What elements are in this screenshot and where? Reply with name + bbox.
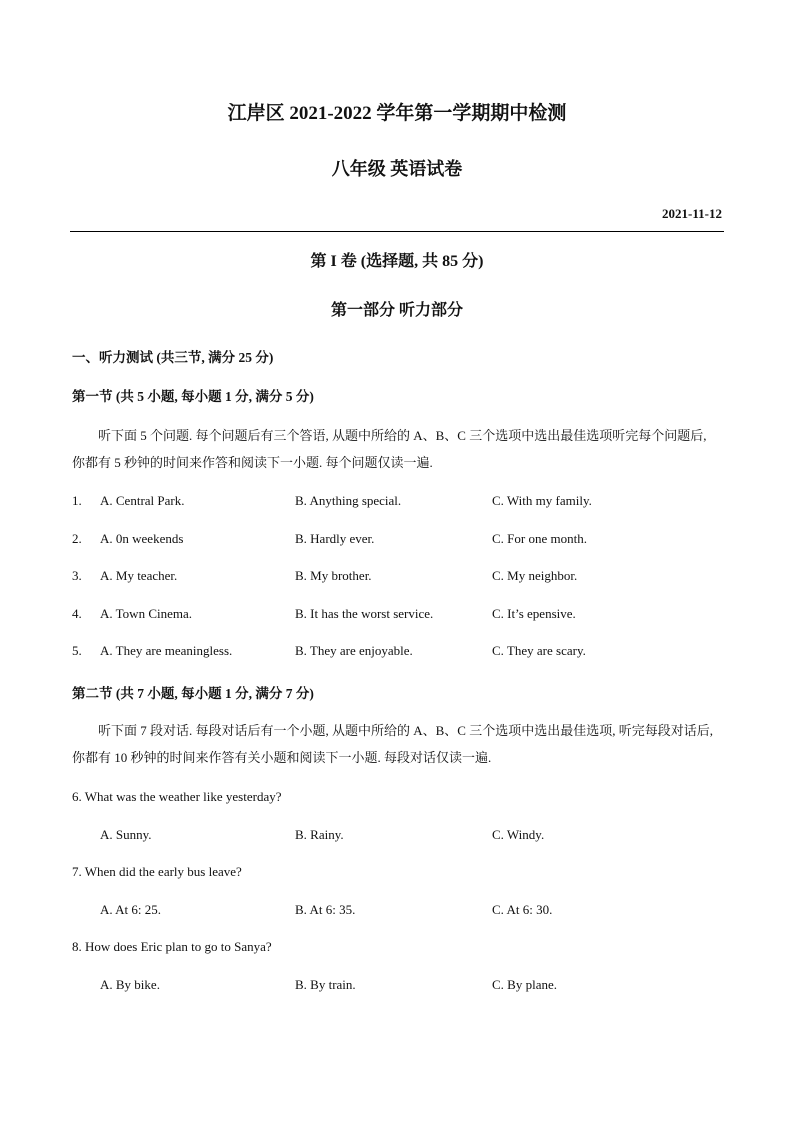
option-c: C. By plane.	[492, 977, 557, 992]
option-c: C. It’s epensive.	[492, 606, 576, 621]
option-c: C. Windy.	[492, 827, 545, 842]
section1-instructions: 听下面 5 个问题. 每个问题后有三个答语, 从题中所给的 A、B、C 三个选项中选出最佳选项听完每个问题后, 你都有 5 秒钟的时间来作答和阅读下一小题. 每个问题仅读一遍.	[72, 428, 707, 470]
question-text: 7. When did the early bus leave?	[72, 864, 242, 879]
question-text: 6. What was the weather like yesterday?	[72, 789, 282, 804]
option-c: C. At 6: 30.	[492, 902, 553, 917]
option-b: B. It has the worst service.	[295, 606, 434, 621]
section2-instructions: 听下面 7 段对话. 每段对话后有一个小题, 从题中所给的 A、B、C 三个选项中选出最佳选项, 听完每段对话后, 你都有 10 秒钟的时间来作答有关小题和阅读下一小题. 每段对话仅读一遍.	[72, 723, 713, 765]
option-a: A. My teacher.	[100, 568, 178, 583]
exam-title: 江岸区 2021-2022 学年第一学期期中检测	[227, 103, 567, 124]
item-number: 3.	[72, 568, 82, 583]
option-a: A. Town Cinema.	[100, 606, 193, 621]
option-c: C. With my family.	[492, 493, 592, 508]
option-c: C. For one month.	[492, 531, 587, 546]
option-b: B. Anything special.	[295, 493, 402, 508]
part-title: 第一部分 听力部分	[330, 302, 463, 319]
header-divider	[70, 231, 724, 232]
option-b: B. At 6: 35.	[295, 902, 356, 917]
option-c: C. My neighbor.	[492, 568, 578, 583]
option-b: B. Rainy.	[295, 827, 344, 842]
volume-title: 第 I 卷 (选择题, 共 85 分)	[310, 253, 484, 270]
option-a: A. 0n weekends	[100, 531, 184, 546]
item-number: 2.	[72, 531, 82, 546]
question-text: 8. How does Eric plan to go to Sanya?	[72, 939, 272, 954]
exam-subtitle: 八年级 英语试卷	[331, 159, 463, 179]
option-c: C. They are scary.	[492, 643, 586, 658]
exam-date: 2021-11-12	[662, 206, 722, 221]
option-a: A. They are meaningless.	[100, 643, 233, 658]
option-a: A. At 6: 25.	[100, 902, 162, 917]
item-number: 1.	[72, 493, 82, 508]
section2-heading: 第二节 (共 7 小题, 每小题 1 分, 满分 7 分)	[72, 686, 314, 701]
section1-heading: 第一节 (共 5 小题, 每小题 1 分, 满分 5 分)	[72, 389, 314, 404]
option-a: A. Sunny.	[100, 827, 152, 842]
option-b: B. My brother.	[295, 568, 372, 583]
listening-heading: 一、听力测试 (共三节, 满分 25 分)	[72, 350, 274, 365]
option-b: B. By train.	[295, 977, 356, 992]
option-a: A. By bike.	[100, 977, 160, 992]
item-number: 4.	[72, 606, 82, 621]
item-number: 5.	[72, 643, 82, 658]
option-b: B. They are enjoyable.	[295, 643, 413, 658]
option-a: A. Central Park.	[100, 493, 185, 508]
option-b: B. Hardly ever.	[295, 531, 375, 546]
